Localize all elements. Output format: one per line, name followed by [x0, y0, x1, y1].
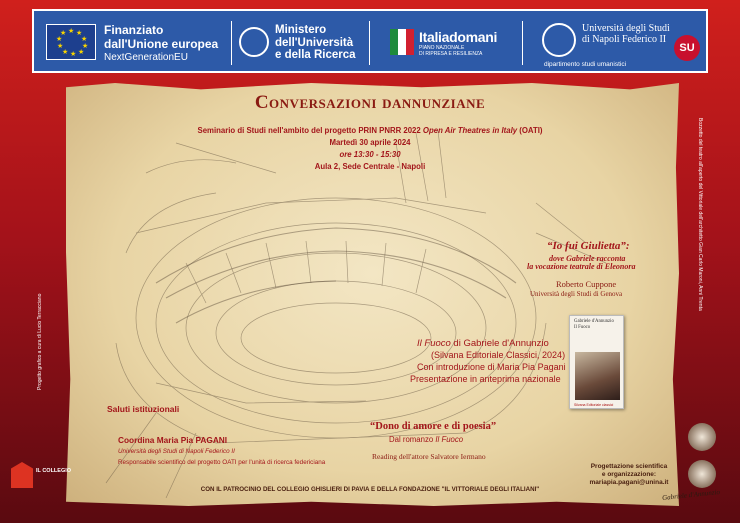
patronage: CON IL PATROCINIO DEL COLLEGIO GHISLIERI DI PAVIA E DELLA FONDAZIONE "IL VITTORIALE DEGLI ITALIANI"	[200, 486, 540, 493]
subtitle-prefix: Seminario di Studi nell'ambito del progetto PRIN PNRR 2022	[197, 126, 423, 135]
talk1-speaker: Roberto Cuppone	[556, 279, 617, 289]
talk2-reading: Reading dell'attore Salvatore Iermano	[372, 452, 486, 461]
department-name: dipartimento studi umanistici	[544, 61, 627, 68]
eu-flag-icon: ★ ★ ★ ★ ★ ★ ★ ★ ★ ★	[46, 24, 96, 60]
talk2-title: “Dono di amore e di poesia”	[370, 421, 497, 432]
ghislieri-seal-icon	[688, 423, 716, 451]
coordinator-role: Responsabile scientifico del progetto OATI per l'unità di ricerca federiciana	[118, 459, 326, 466]
greetings: Saluti istituzionali	[107, 404, 180, 414]
book-intro: Con introduzione di Maria Pia Pagani	[417, 362, 566, 372]
banner-divider	[231, 21, 232, 65]
uni-line2: di Napoli Federico II	[582, 34, 667, 45]
banner-divider	[369, 21, 370, 65]
eu-line2: dall'Unione europea	[104, 37, 219, 51]
eu-line1: Finanziato	[104, 23, 164, 37]
book-cover-author: Gabriele d'Annunzio	[574, 319, 614, 324]
graphic-credit: Progetto grafico a cura di Lucio Terracciano	[37, 293, 43, 390]
italia-brand: Italiadomani	[419, 29, 498, 45]
banner-divider	[522, 21, 523, 65]
event-place: Aula 2, Sede Centrale - Napoli	[314, 162, 426, 171]
org-line2: e organizzazione:	[601, 471, 657, 478]
uni-line1: Università degli Studi	[582, 23, 670, 34]
book-title-italic: Il Fuoco	[417, 338, 451, 349]
university-name	[582, 23, 670, 45]
republic-emblem-icon	[239, 27, 269, 57]
talk2-sub-italic: Il Fuoco	[435, 435, 464, 444]
book-presentation: Presentazione in anteprima nazionale	[410, 374, 561, 384]
italian-flag-icon	[390, 29, 414, 55]
book-cover-publisher: Silvana Editoriale classici	[574, 403, 614, 407]
event-time: ore 13:30 - 15:30	[339, 150, 401, 159]
talk1-sub1: dove Gabriele racconta	[549, 254, 626, 263]
talk1-sub2: la vocazione teatrale di Eleonora	[527, 262, 636, 271]
talk2-sub-prefix: Dal romanzo	[389, 435, 436, 444]
vittoriale-seal-icon	[688, 460, 716, 488]
dannunzio-signature: Gabriele d'Annunzio	[661, 487, 721, 503]
mur-line3: e della Ricerca	[275, 49, 356, 61]
mur-line2: dell'Università	[275, 36, 354, 49]
poster-title: Conversazioni dannunziane	[254, 92, 486, 113]
collegio-label: IL COLLEGIO	[36, 468, 72, 474]
italia-domani-logo	[419, 29, 497, 57]
event-date: Martedì 30 aprile 2024	[329, 138, 411, 147]
book-title-rest: di Gabriele d'Annunzio	[450, 338, 549, 349]
eu-line3: NextGenerationEU	[104, 52, 188, 63]
book-cover-painting	[575, 352, 620, 400]
talk2-subtitle	[389, 435, 463, 444]
eu-funding-text	[104, 23, 218, 65]
mur-line1: Ministero	[275, 24, 327, 36]
org-email: mariapia.pagani@unina.it	[589, 479, 669, 486]
subtitle-suffix: (OATI)	[517, 126, 543, 135]
book-title-line	[417, 338, 549, 349]
ministry-text	[275, 24, 356, 62]
coordinator: Coordina Maria Pia PAGANI	[118, 435, 228, 445]
book-edition: (Silvana Editoriale Classici, 2024)	[431, 350, 566, 360]
italia-sub1: PIANO NAZIONALE	[419, 45, 465, 51]
university-seal-icon	[542, 23, 576, 57]
book-cover-title: Il Fuoco	[574, 325, 591, 330]
italia-sub2: DI RIPRESA E RESILIENZA	[419, 51, 483, 57]
org-line1: Progettazione scientifica	[590, 463, 668, 470]
book-cover-image	[569, 315, 624, 409]
funding-banner	[32, 9, 708, 73]
talk1-title: “Io fui Giulietta”:	[547, 240, 630, 252]
coordinator-affiliation: Università degli Studi di Napoli Federico II	[118, 448, 235, 455]
su-logo: SU	[674, 35, 700, 61]
collegio-logo-icon	[11, 462, 33, 488]
subtitle-line	[0, 126, 740, 135]
talk1-affiliation: Università degli Studi di Genova	[530, 290, 623, 298]
subtitle-italic: Open Air Theatres in Italy	[422, 126, 518, 135]
sketch-credit: Bozzetto del teatro all'aperto del Vittoriale dell'architetto Gian Carlo Maroni, Anni Trenta	[697, 118, 703, 311]
